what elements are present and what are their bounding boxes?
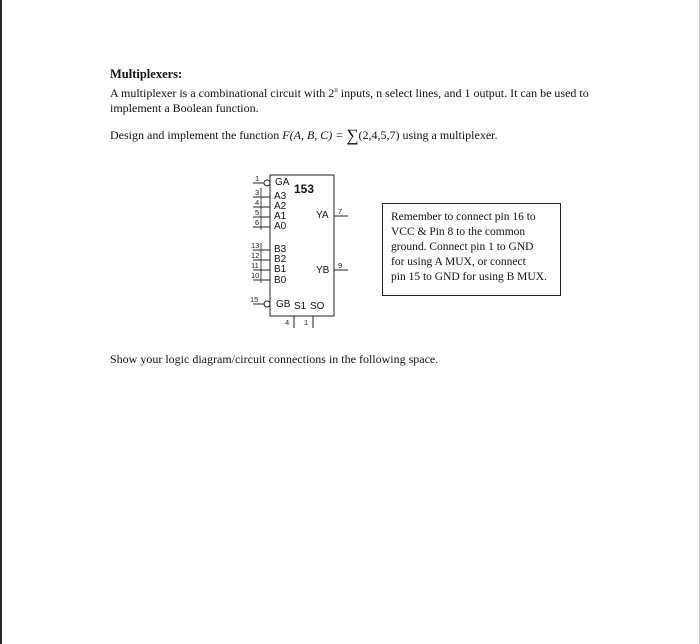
pin-gb: 15 xyxy=(250,295,259,304)
pin-b3: 13 xyxy=(251,241,260,250)
pin-a3: 3 xyxy=(255,188,260,197)
pin-ga: 1 xyxy=(255,174,260,183)
label-yb: YB xyxy=(316,265,330,276)
boolean-function: F(A, B, C) = xyxy=(282,128,347,142)
label-gb: GB xyxy=(276,299,291,310)
page-left-edge xyxy=(0,0,2,644)
note-line: pin 15 to GND for using B MUX. xyxy=(391,271,547,283)
note-line: Remember to connect pin 16 to xyxy=(391,211,536,223)
pin-b1: 11 xyxy=(251,261,259,270)
reminder-note-box xyxy=(382,203,561,296)
label-b0: B0 xyxy=(274,275,287,286)
pin-a0: 6 xyxy=(255,218,260,227)
pin-yb: 9 xyxy=(338,261,343,270)
label-b1: B1 xyxy=(274,264,287,275)
chip-part-number: 153 xyxy=(294,182,315,196)
label-a2: A2 xyxy=(274,201,287,212)
note-line: for using A MUX, or connect xyxy=(391,256,526,268)
label-b2: B2 xyxy=(274,254,287,265)
section-heading: Multiplexers: xyxy=(110,67,183,81)
label-a0: A0 xyxy=(274,221,287,232)
pin-s0: 1 xyxy=(304,318,309,327)
label-s0: SO xyxy=(310,301,325,312)
label-a3: A3 xyxy=(274,191,287,202)
pin-s1: 4 xyxy=(285,318,290,327)
sigma-symbol: ∑ xyxy=(346,126,359,145)
label-ga: GA xyxy=(275,177,290,188)
exponent-n: n xyxy=(334,86,338,94)
pin-ya: 7 xyxy=(338,207,343,216)
label-ya: YA xyxy=(316,210,329,221)
minterm-list: (2,4,5,7) xyxy=(358,128,400,142)
label-b3: B3 xyxy=(274,244,287,255)
pin-b0: 10 xyxy=(251,271,260,280)
note-line: VCC & Pin 8 to the common xyxy=(391,226,526,238)
pin-b2: 12 xyxy=(251,251,260,260)
mux-153-chip-diagram xyxy=(238,170,358,330)
pin-a2: 4 xyxy=(255,198,260,207)
diagram-instruction: Show your logic diagram/circuit connections in the following space. xyxy=(110,352,439,366)
design-instruction: Design and implement the function F(A, B, C) = ∑(2,4,5,7) using a multiplexer. xyxy=(110,126,498,145)
note-line: ground. Connect pin 1 to GND xyxy=(391,241,534,253)
pin-a1: 5 xyxy=(255,208,260,217)
label-a1: A1 xyxy=(274,211,287,222)
intro-paragraph: A multiplexer is a combinational circuit with 2$^n$ inputs, n select lines, and 1 output. It can be used to implement a Boolean function. xyxy=(110,86,589,115)
label-s1: S1 xyxy=(294,301,307,312)
